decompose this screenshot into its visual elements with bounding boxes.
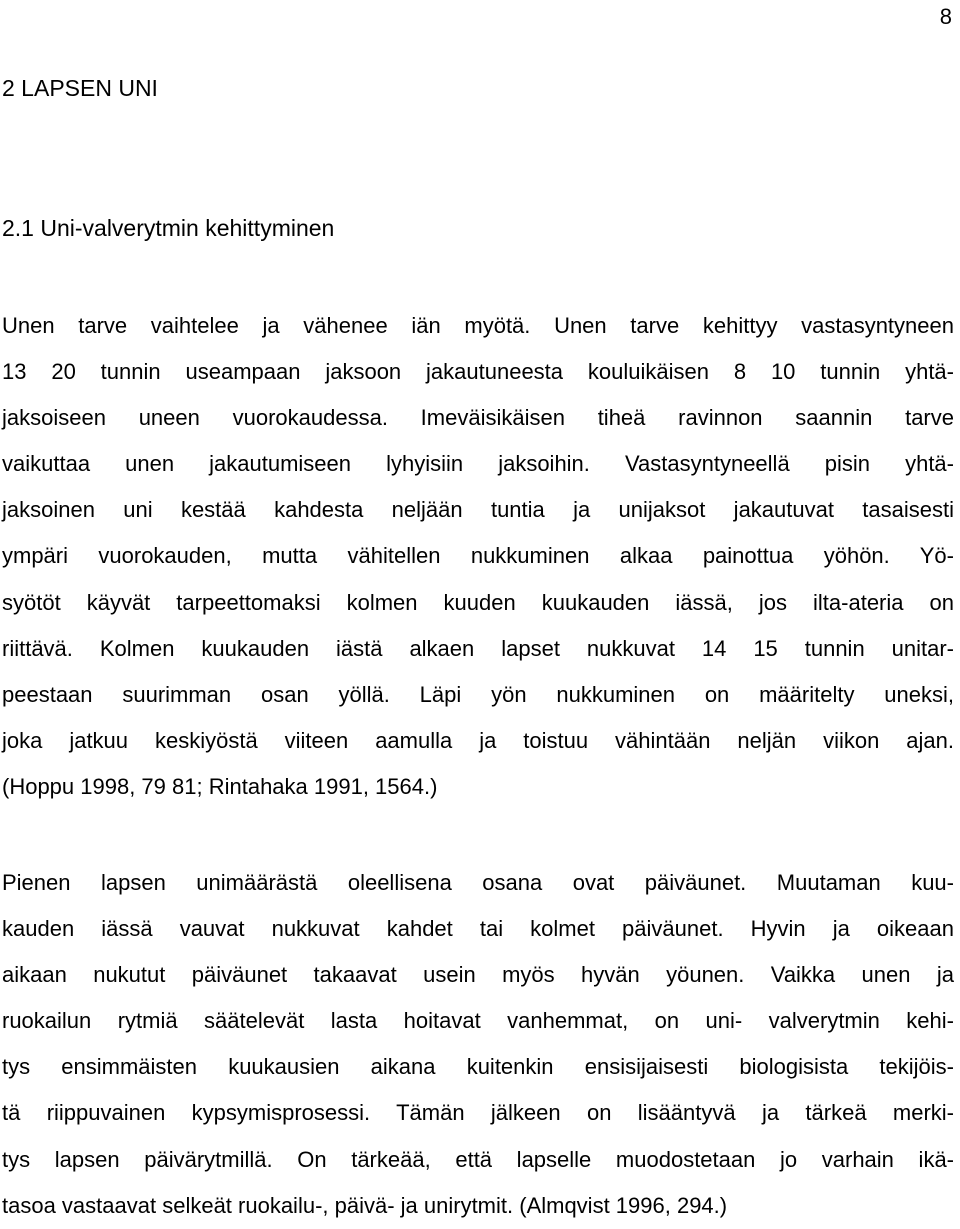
chapter-heading: 2 LAPSEN UNI [2,75,158,101]
text-line: Pienen lapsen unimäärästä oleellisena osana ovat päiväunet. Muutaman kuu- [2,870,954,895]
text-line: syötöt käyvät tarpeettomaksi kolmen kuuden kuukauden iässä, jos ilta-ateria on [2,589,954,615]
text-line: tä riippuvainen kypsymisprosessi. Tämän jälkeen on lisääntyvä ja tärkeä merki- [2,1100,954,1126]
text-line: tasoa vastaavat selkeät ruokailu-, päivä- ja unirytmit. (Almqvist 1996, 294.) [2,1192,728,1218]
text-line: ruokailun rytmiä säätelevät lasta hoitavat vanhemmat, on uni- valverytmin kehi- [2,1008,954,1034]
text-line: (Hoppu 1998, 79 81; Rintahaka 1991, 1564.) [2,773,438,799]
text-line: jaksoinen uni kestää kahdesta neljään tuntia ja unijaksot jakautuvat tasaisesti [2,497,954,523]
body-paragraph-1 [2,303,954,810]
text-line: jaksoiseen uneen vuorokaudessa. Imeväisikäisen tiheä ravinnon saannin tarve [2,405,954,431]
text-line: aikaan nukutut päiväunet takaavat usein myös hyvän yöunen. Vaikka unen ja [2,962,954,988]
section-heading: 2.1 Uni-valverytmin kehittyminen [2,215,335,241]
body-paragraph-2 [2,860,954,1229]
text-line: riittävä. Kolmen kuukauden iästä alkaen lapset nukkuvat 14 15 tunnin unitar- [2,635,954,661]
text-line: vaikuttaa unen jakautumiseen lyhyisiin jaksoihin. Vastasyntyneellä pisin yhtä- [2,451,954,477]
text-line: ympäri vuorokauden, mutta vähitellen nukkuminen alkaa painottua yöhön. Yö- [2,543,954,569]
text-line: tys lapsen päivärytmillä. On tärkeää, että lapselle muodostetaan jo varhain ikä- [2,1146,954,1172]
page-number: 8 [939,4,952,29]
text-line: kauden iässä vauvat nukkuvat kahdet tai kolmet päiväunet. Hyvin ja oikeaan [2,916,954,942]
text-line: 13 20 tunnin useampaan jaksoon jakautuneesta kouluikäisen 8 10 tunnin yhtä- [2,359,954,385]
text-line: tys ensimmäisten kuukausien aikana kuitenkin ensisijaisesti biologisista tekijöis- [2,1054,954,1080]
text-line: joka jatkuu keskiyöstä viiteen aamulla ja toistuu vähintään neljän viikon ajan. [2,727,954,753]
text-line: peestaan suurimman osan yöllä. Läpi yön nukkuminen on määritelty uneksi, [2,681,954,707]
text-line: Unen tarve vaihtelee ja vähenee iän myötä. Unen tarve kehittyy vastasyntyneen [2,313,954,338]
